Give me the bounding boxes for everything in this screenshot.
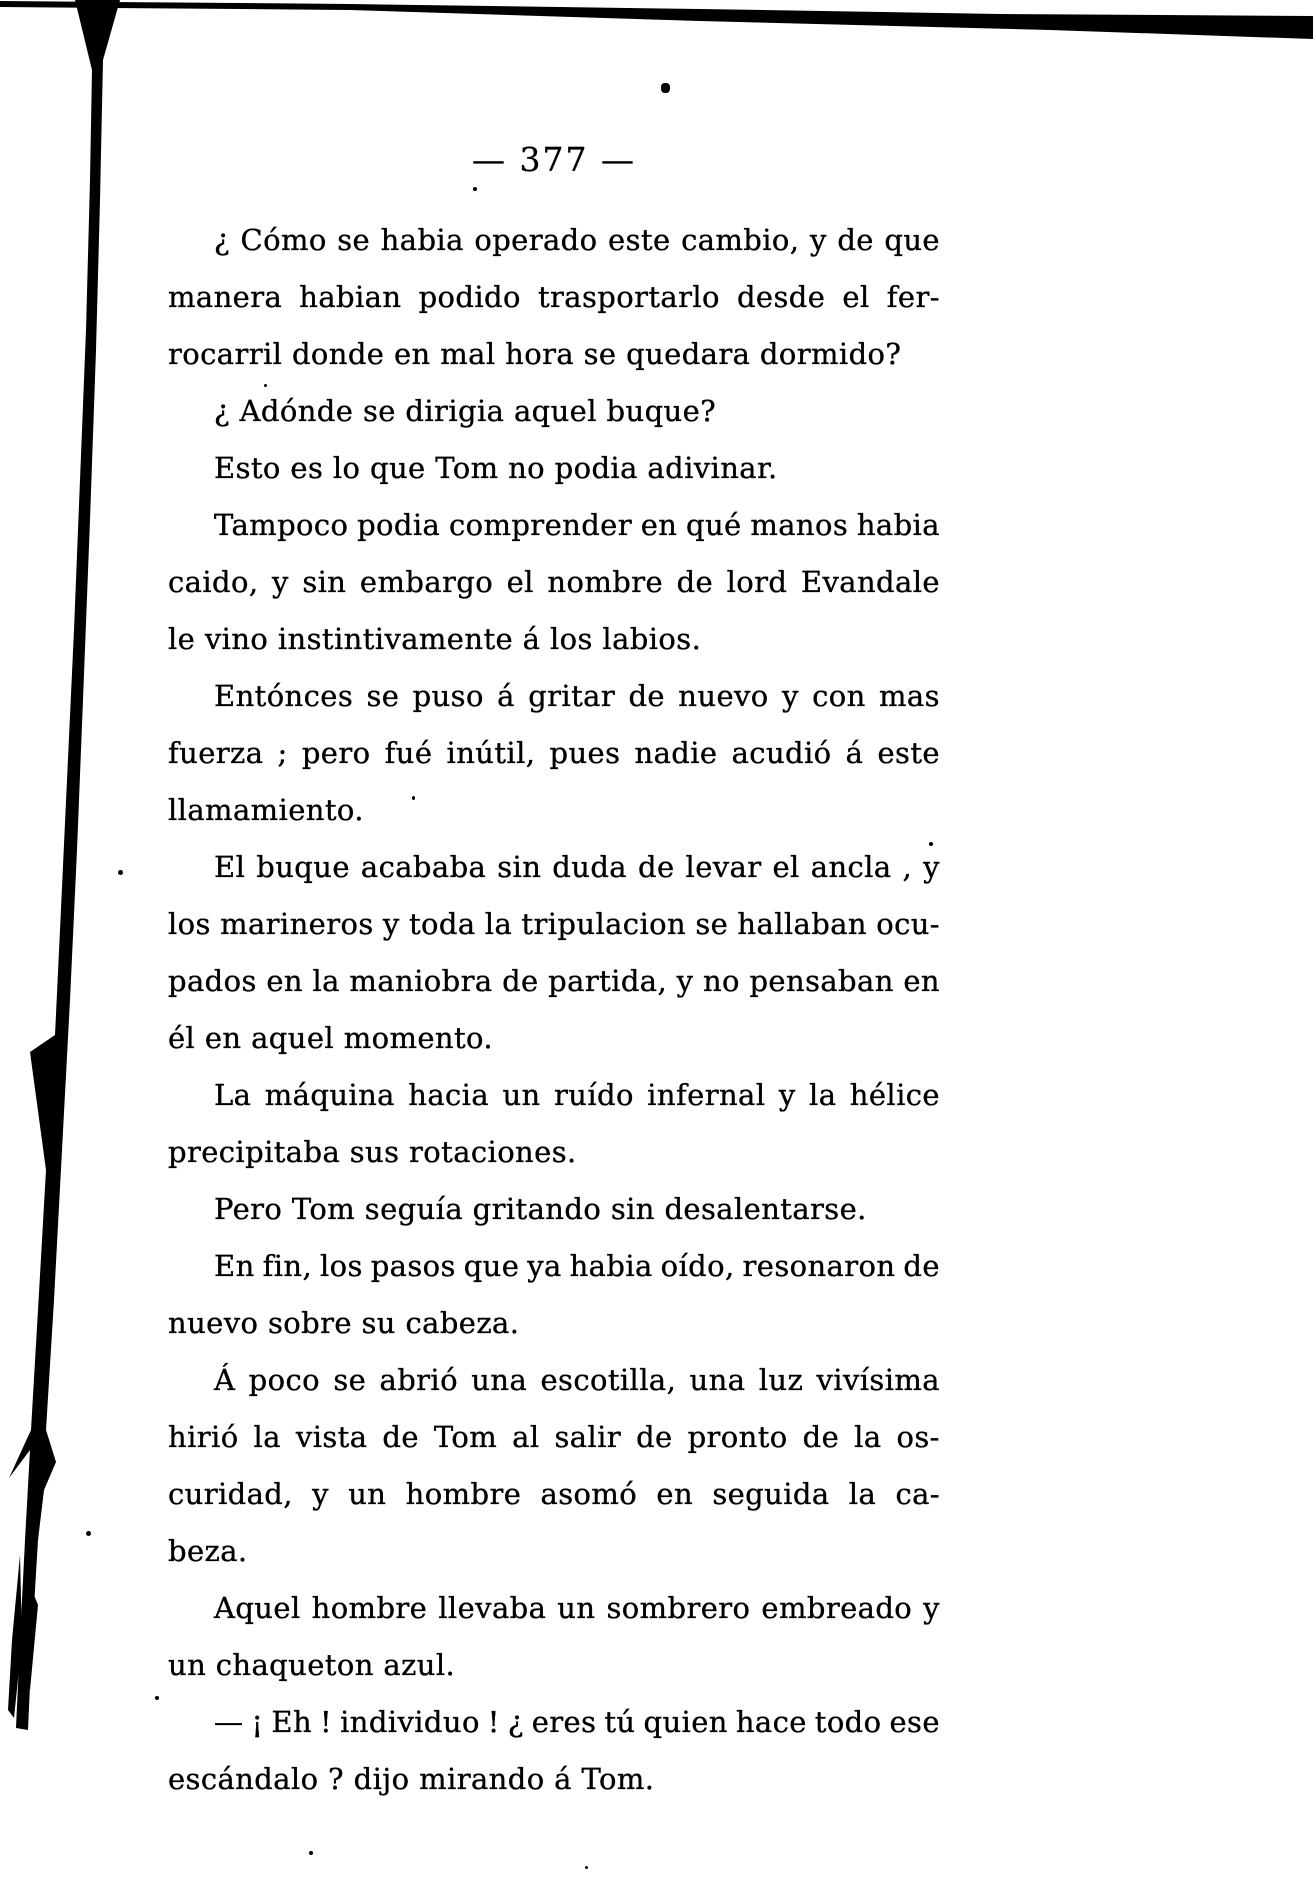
- text-word: se: [337, 223, 371, 257]
- text-line: [168, 269, 940, 326]
- text-word: nadie: [634, 736, 718, 770]
- text-word: poco: [248, 1363, 320, 1397]
- text-word: no: [702, 964, 740, 998]
- text-word: levar: [685, 850, 762, 884]
- text-line: [168, 1067, 940, 1124]
- text-word: y: [778, 1078, 796, 1112]
- text-word: un: [348, 1477, 387, 1511]
- text-word: los: [319, 1249, 363, 1283]
- text-word: escotilla,: [540, 1363, 677, 1397]
- text-word: Tom: [433, 1420, 498, 1454]
- text-word: pronto: [687, 1420, 788, 1454]
- text-word: se: [366, 679, 400, 713]
- text-word: manos: [750, 508, 849, 542]
- text-line: le vino instintivamente á los labios.: [168, 622, 702, 656]
- text-line: [168, 896, 940, 953]
- text-word: luz: [758, 1363, 804, 1397]
- text-word: trasportarlo: [537, 280, 720, 314]
- text-word: tú: [604, 1705, 636, 1739]
- text-word: ¿: [507, 1705, 524, 1739]
- text-word: En: [214, 1249, 255, 1283]
- binding-shadow-shape: [9, 0, 120, 1730]
- text-line: [168, 725, 940, 782]
- text-line: llamamiento.: [168, 793, 364, 827]
- page-number: — 377 —: [472, 140, 636, 179]
- text-word: abrió: [379, 1363, 458, 1397]
- text-word: !: [487, 1705, 500, 1739]
- text-word: La: [214, 1078, 252, 1112]
- text-word: los: [168, 907, 211, 941]
- ink-speck: [309, 1851, 313, 1855]
- text-word: operado: [474, 223, 598, 257]
- text-word: fin,: [262, 1249, 313, 1283]
- text-word: Á: [214, 1363, 236, 1397]
- text-word: curidad,: [168, 1477, 293, 1511]
- text-word: se: [695, 907, 729, 941]
- text-word: lord: [726, 565, 788, 599]
- text-word: que: [463, 1249, 520, 1283]
- text-word: oído,: [660, 1249, 735, 1283]
- text-word: al: [512, 1420, 540, 1454]
- text-line: [168, 554, 940, 611]
- text-word: en: [903, 964, 940, 998]
- text-word: acudió: [731, 736, 832, 770]
- text-word: hacia: [408, 1078, 490, 1112]
- text-word: una: [471, 1363, 528, 1397]
- text-word: á: [497, 679, 515, 713]
- text-word: buque: [256, 850, 350, 884]
- text-column: [168, 212, 940, 1808]
- text-word: acababa: [360, 850, 487, 884]
- scratch-mark-shape: [8, 1555, 22, 1718]
- text-word: seguida: [712, 1477, 830, 1511]
- text-line: [168, 1580, 940, 1637]
- text-word: este: [608, 223, 671, 257]
- ink-speck: [585, 1866, 588, 1869]
- text-word: podia: [357, 508, 441, 542]
- text-word: la: [484, 907, 513, 941]
- text-word: hélice: [849, 1078, 940, 1112]
- text-word: y: [923, 1591, 940, 1625]
- text-word: vivísima: [816, 1363, 940, 1397]
- text-word: fué: [384, 736, 433, 770]
- text-word: de: [382, 1420, 419, 1454]
- scratch-mark-shape: [26, 1595, 38, 1690]
- text-word: duda: [552, 850, 627, 884]
- text-word: infernal: [647, 1078, 766, 1112]
- text-word: El: [214, 850, 246, 884]
- text-word: habia: [569, 1249, 653, 1283]
- text-word: habia: [380, 223, 464, 257]
- text-word: se: [333, 1363, 367, 1397]
- text-word: hombre: [405, 1477, 522, 1511]
- text-word: sin: [497, 850, 542, 884]
- text-word: Eh: [271, 1705, 313, 1739]
- text-word: embreado: [761, 1591, 913, 1625]
- text-word: el: [772, 850, 800, 884]
- text-word: ¡: [251, 1705, 264, 1739]
- text-word: á: [845, 736, 864, 770]
- text-line: [168, 1352, 940, 1409]
- text-line: [168, 497, 940, 554]
- text-word: puso: [412, 679, 484, 713]
- text-word: individuo: [340, 1705, 480, 1739]
- text-word: inútil,: [446, 736, 536, 770]
- text-word: hombre: [311, 1591, 428, 1625]
- text-line: un chaqueton azul.: [168, 1648, 456, 1682]
- text-word: ya: [527, 1249, 562, 1283]
- text-word: ese: [889, 1705, 940, 1739]
- text-word: en: [266, 964, 303, 998]
- text-word: salir: [554, 1420, 622, 1454]
- text-word: desde: [736, 280, 826, 314]
- text-word: llevaba: [438, 1591, 547, 1625]
- text-word: de: [628, 679, 665, 713]
- text-word: —: [214, 1705, 244, 1739]
- text-word: todo: [814, 1705, 882, 1739]
- text-word: ,: [902, 850, 913, 884]
- text-word: de: [676, 565, 714, 599]
- text-word: hallaban: [737, 907, 867, 941]
- text-word: marineros: [220, 907, 374, 941]
- text-word: y: [271, 565, 289, 599]
- text-word: de: [802, 1420, 840, 1454]
- text-word: la: [848, 1477, 877, 1511]
- text-word: un: [502, 1078, 541, 1112]
- text-word: ocu-: [876, 907, 940, 941]
- text-word: tripulacion: [521, 907, 687, 941]
- ink-speck: [86, 1531, 91, 1536]
- text-word: fuerza: [168, 736, 264, 770]
- text-word: la: [854, 1420, 882, 1454]
- text-line: rocarril donde en mal hora se quedara dormido?: [168, 337, 902, 371]
- text-word: nombre: [547, 565, 664, 599]
- text-line: [168, 668, 940, 725]
- text-word: una: [689, 1363, 746, 1397]
- text-line: [168, 953, 940, 1010]
- text-word: pados: [168, 964, 257, 998]
- text-word: la: [253, 1420, 281, 1454]
- ink-speck: [473, 187, 477, 191]
- text-word: pero: [301, 736, 371, 770]
- text-word: la: [312, 964, 340, 998]
- text-word: y: [382, 907, 400, 941]
- text-word: ruído: [554, 1078, 634, 1112]
- text-word: pues: [549, 736, 621, 770]
- text-word: mas: [879, 679, 940, 713]
- text-word: sombrero: [606, 1591, 751, 1625]
- text-line: nuevo sobre su cabeza.: [168, 1306, 520, 1340]
- text-word: en: [640, 508, 678, 542]
- text-word: gritar: [528, 679, 616, 713]
- scan-edge-top-shape: [0, 1, 1313, 39]
- text-word: el: [506, 565, 534, 599]
- text-word: embargo: [359, 565, 494, 599]
- text-word: quien: [643, 1705, 728, 1739]
- text-word: ;: [277, 736, 288, 770]
- text-line: [168, 839, 940, 896]
- text-word: manera: [168, 280, 283, 314]
- text-word: y: [923, 850, 940, 884]
- text-word: habia: [856, 508, 940, 542]
- text-line: Esto es lo que Tom no podia adivinar.: [214, 451, 778, 485]
- text-word: este: [877, 736, 940, 770]
- text-line: [168, 1238, 940, 1295]
- text-word: Entónces: [214, 679, 354, 713]
- text-word: un: [557, 1591, 596, 1625]
- text-word: ca-: [895, 1477, 940, 1511]
- text-line: beza.: [168, 1534, 248, 1568]
- text-word: y: [312, 1477, 329, 1511]
- text-word: ¿: [214, 223, 230, 257]
- text-word: la: [809, 1078, 837, 1112]
- text-line: [168, 1694, 940, 1751]
- text-word: caido,: [168, 565, 259, 599]
- ink-speck: [155, 1696, 159, 1700]
- text-word: habian: [299, 280, 402, 314]
- text-word: de: [502, 964, 539, 998]
- text-word: asomó: [540, 1477, 638, 1511]
- text-line: precipitaba sus rotaciones.: [168, 1135, 577, 1169]
- text-line: Pero Tom seguía gritando sin desalentarse.: [214, 1192, 867, 1226]
- text-word: Evandale: [800, 565, 940, 599]
- text-word: en: [656, 1477, 694, 1511]
- text-word: hirió: [168, 1420, 239, 1454]
- text-word: de: [837, 223, 874, 257]
- text-word: de: [637, 850, 675, 884]
- text-word: os-: [896, 1420, 940, 1454]
- text-line: ¿ Adónde se dirigia aquel buque?: [214, 394, 717, 428]
- text-word: resonaron: [742, 1249, 896, 1283]
- text-word: Cómo: [240, 223, 327, 257]
- text-word: y: [781, 679, 799, 713]
- text-word: comprender: [448, 508, 632, 542]
- text-word: vista: [295, 1420, 368, 1454]
- text-line: él en aquel momento.: [168, 1021, 494, 1055]
- text-word: !: [320, 1705, 333, 1739]
- text-word: toda: [408, 907, 476, 941]
- text-word: eres: [531, 1705, 597, 1739]
- text-word: con: [812, 679, 866, 713]
- text-word: pensaban: [749, 964, 894, 998]
- text-word: fer-: [886, 280, 940, 314]
- text-word: nuevo: [678, 679, 769, 713]
- text-word: qué: [686, 508, 742, 542]
- text-word: de: [903, 1249, 940, 1283]
- text-word: cambio,: [681, 223, 800, 257]
- text-word: partida,: [548, 964, 668, 998]
- text-line: escándalo ? dijo mirando á Tom.: [168, 1762, 655, 1796]
- ink-speck: [661, 83, 670, 93]
- text-word: y: [809, 223, 827, 257]
- text-word: máquina: [264, 1078, 395, 1112]
- text-word: el: [842, 280, 870, 314]
- text-word: maniobra: [349, 964, 493, 998]
- text-word: sin: [302, 565, 347, 599]
- text-word: pasos: [370, 1249, 456, 1283]
- text-line: [168, 1466, 940, 1523]
- text-word: ancla: [810, 850, 892, 884]
- text-word: Tampoco: [214, 508, 349, 542]
- text-word: y: [676, 964, 694, 998]
- ink-speck: [118, 870, 123, 875]
- text-line: [168, 212, 940, 269]
- text-word: hace: [735, 1705, 807, 1739]
- text-word: de: [636, 1420, 673, 1454]
- text-word: podido: [418, 280, 521, 314]
- text-line: [168, 1409, 940, 1466]
- text-word: Aquel: [214, 1591, 301, 1625]
- text-word: que: [884, 223, 940, 257]
